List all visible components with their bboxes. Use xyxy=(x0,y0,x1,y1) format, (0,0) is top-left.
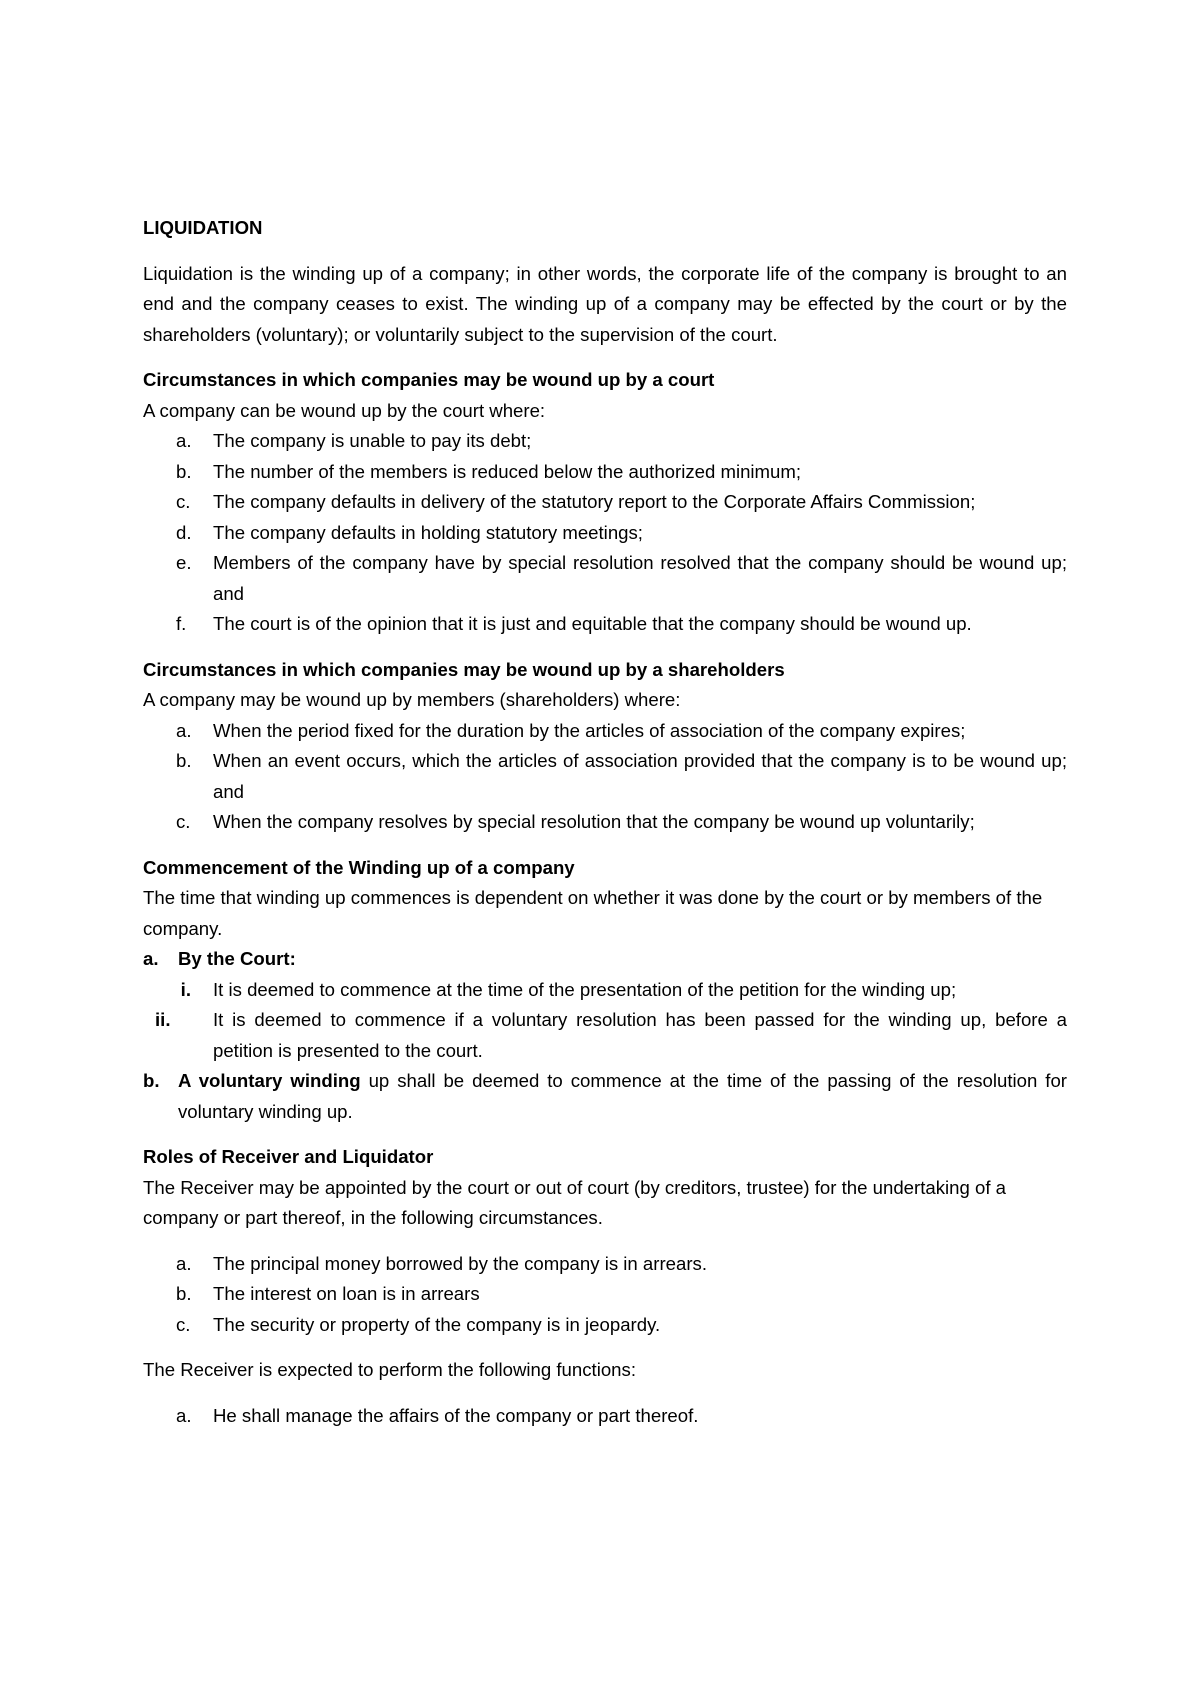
court-heading: Circumstances in which companies may be wound up by a court xyxy=(143,369,715,390)
list-item xyxy=(143,609,1067,640)
document-page xyxy=(143,213,1067,1431)
list-marker: a. xyxy=(176,430,192,451)
roles-heading: Roles of Receiver and Liquidator xyxy=(143,1146,434,1167)
list-marker: a. xyxy=(176,1404,192,1426)
commencement-sublist xyxy=(143,975,1067,1067)
list-item xyxy=(143,1249,1067,1280)
list-marker: i. xyxy=(180,978,191,1000)
functions-lead: The Receiver is expected to perform the following functions: xyxy=(143,1359,636,1380)
spacer xyxy=(143,1386,1067,1401)
list-text: The number of the members is reduced below the authorized minimum; xyxy=(213,460,802,482)
list-marker: a. xyxy=(143,948,159,969)
court-list xyxy=(143,426,1067,640)
commencement-heading: Commencement of the Winding up of a company xyxy=(143,856,575,878)
list-text: When an event occurs, which the articles of association provided that the company is to be wound up; and xyxy=(213,750,1067,802)
intro-paragraph: Liquidation is the winding up of a company; in other words, the corporate life of the company is brought to an end and the company ceases to exist. The winding up of a company may be effected by the court or by the shareholders (voluntary); or voluntarily subject to the supervision of the court. xyxy=(143,262,1067,345)
list-marker: a. xyxy=(176,719,192,741)
list-marker: c. xyxy=(176,811,191,832)
list-item xyxy=(143,716,1067,747)
list-item xyxy=(143,807,1067,838)
list-item xyxy=(143,487,1067,518)
roles-lead: The Receiver may be appointed by the court or out of court (by creditors, trustee) for the undertaking of a company or part thereof, in the following circumstances. xyxy=(143,1176,1006,1228)
list-item xyxy=(143,548,1067,609)
roles-list xyxy=(143,1249,1067,1341)
list-item xyxy=(143,975,1067,1006)
commencement-list-b xyxy=(143,1066,1067,1127)
list-text: up shall be deemed to commence at the time of the passing of the resolution for voluntary winding up. xyxy=(178,1070,1067,1122)
list-text: He shall manage the affairs of the company or part thereof. xyxy=(213,1404,699,1426)
list-marker: b. xyxy=(143,1070,160,1091)
list-text: The security or property of the company is in jeopardy. xyxy=(213,1313,661,1335)
document-title: LIQUIDATION xyxy=(143,217,263,238)
spacer xyxy=(143,1234,1067,1249)
list-text: It is deemed to commence if a voluntary resolution has been passed for the winding up, before a petition is presented to the court. xyxy=(213,1009,1067,1061)
list-marker: b. xyxy=(176,1283,192,1304)
list-marker: a. xyxy=(176,1252,192,1274)
list-marker: c. xyxy=(176,1313,191,1335)
list-text: The principal money borrowed by the company is in arrears. xyxy=(213,1252,707,1274)
voluntary-winding-label: A voluntary winding xyxy=(178,1070,361,1091)
functions-list xyxy=(143,1401,1067,1432)
list-marker: d. xyxy=(176,521,192,543)
commencement-list xyxy=(143,944,1067,975)
list-item xyxy=(143,1066,1067,1127)
list-marker: ii. xyxy=(155,1009,171,1030)
list-item xyxy=(143,518,1067,549)
shareholders-list xyxy=(143,716,1067,838)
court-lead: A company can be wound up by the court where: xyxy=(143,399,546,421)
list-marker: c. xyxy=(176,491,191,512)
list-item xyxy=(143,944,1067,975)
shareholders-heading: Circumstances in which companies may be wound up by a shareholders xyxy=(143,658,785,680)
list-item xyxy=(143,426,1067,457)
list-text: The company defaults in delivery of the statutory report to the Corporate Affairs Commission; xyxy=(213,491,976,512)
list-item xyxy=(143,1279,1067,1310)
list-item xyxy=(143,746,1067,807)
list-text: When the period fixed for the duration by the articles of association of the company expires; xyxy=(213,719,966,741)
list-text: The interest on loan is in arrears xyxy=(213,1283,480,1304)
roles-section xyxy=(143,1142,1067,1431)
list-text: The company defaults in holding statutory meetings; xyxy=(213,521,643,543)
court-section xyxy=(143,365,1067,640)
list-marker: e. xyxy=(176,552,192,573)
list-item xyxy=(143,1310,1067,1341)
shareholders-section xyxy=(143,655,1067,838)
commencement-section xyxy=(143,853,1067,1128)
by-court-label: By the Court: xyxy=(178,948,296,969)
list-item xyxy=(143,1401,1067,1432)
commencement-lead: The time that winding up commences is dependent on whether it was done by the court or by members of the company. xyxy=(143,887,1043,939)
list-marker: b. xyxy=(176,460,192,482)
spacer xyxy=(143,1340,1067,1355)
list-text: The court is of the opinion that it is just and equitable that the company should be wound up. xyxy=(213,613,972,634)
list-item xyxy=(143,1005,1067,1066)
list-text: It is deemed to commence at the time of the presentation of the petition for the winding up; xyxy=(213,978,957,1000)
list-marker: b. xyxy=(176,750,192,771)
list-text: When the company resolves by special resolution that the company be wound up voluntarily; xyxy=(213,811,975,832)
list-item xyxy=(143,457,1067,488)
list-text: The company is unable to pay its debt; xyxy=(213,430,532,451)
shareholders-lead: A company may be wound up by members (shareholders) where: xyxy=(143,689,681,710)
list-marker: f. xyxy=(176,613,187,634)
list-text: Members of the company have by special resolution resolved that the company should be wound up; and xyxy=(213,552,1067,604)
